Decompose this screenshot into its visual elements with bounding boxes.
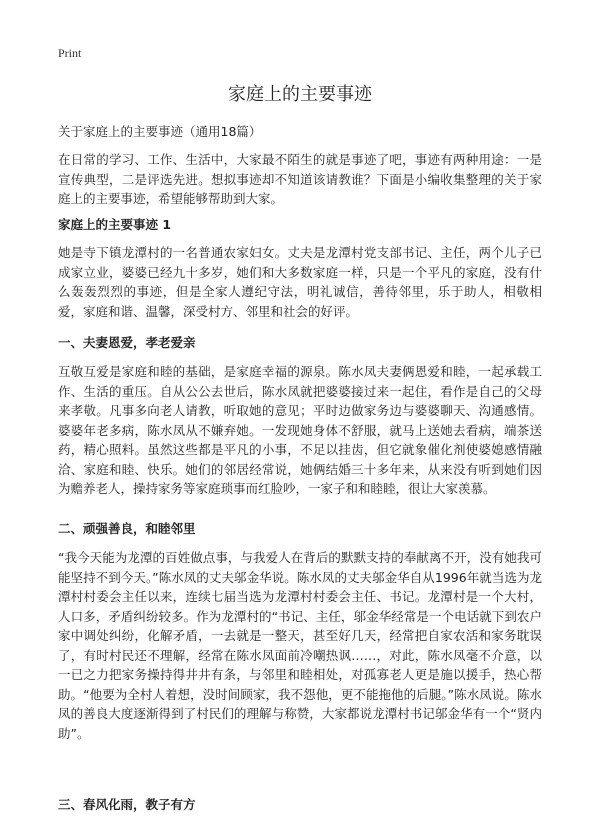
print-link[interactable]: Print	[58, 46, 82, 60]
section-heading-1: 家庭上的主要事迹 1	[58, 217, 172, 232]
section-body-1: 她是寺下镇龙潭村的一名普通农家妇女。丈夫是龙潭村党支部书记、主任，两个儿子已成家立业，婆婆已经九十多岁，她们和大多数家庭一样，只是一个平凡的家庭，没有什么轰轰烈烈的事迹，但是全家人遵纪守法，明礼诚信，善待邻里，乐于助人，相敬相爱，家庭和谐、温馨，深受村方、邻里和社会的好评。	[58, 245, 542, 319]
document-subtitle: 关于家庭上的主要事迹（通用18篇）	[58, 124, 262, 139]
section-body-2: 互敬互爱是家庭和睦的基础，是家庭幸福的源泉。陈水凤夫妻俩恩爱和睦，一起承载工作、生活的重压。自从公公去世后，陈水凤就把婆婆接过来一起住，看作是自己的父母来孝敬。凡事多向老人请教，听取她的意见；平时边做家务边与婆婆聊天、沟通感情。婆婆年老多病，陈水凤从不嫌弃她。一发现她身体不舒服，就马上送她去看病，端茶送药，精心照料。虽然这些都是平凡的小事，不足以挂齿，但它就象催化剂使婆媳感情融洽、家庭和睦、快乐。她们的邻居经常说，她俩结婚三十多年来，从来没有听到她们因为赡养老人，操持家务等家庭琐事而红脸吵，一家子和和睦睦，很让大家羡慕。	[58, 364, 542, 496]
page-title: 家庭上的主要事迹	[228, 84, 372, 105]
intro-paragraph: 在日常的学习、工作、生活中，大家最不陌生的就是事迹了吧，事迹有两种用途：一是宣传典型，二是评选先进。想拟事迹却不知道该请教谁？下面是小编收集整理的关于家庭上的主要事迹，希望能够帮助到大家。	[58, 152, 542, 206]
section-heading-3: 二、顽强善良，和睦邻里	[58, 521, 196, 536]
section-body-3: “我今天能为龙潭的百姓做点事，与我爱人在背后的默默支持的奉献离不开，没有她我可能坚持不到今天。”陈水凤的丈夫邬金华说。陈水凤的丈夫邬金华自从1996年就当选为龙潭村村委会主任以来，连续七届当选为龙潭村村委会主任、书记。龙潭村是一个大村，人口多，矛盾纠纷较多。作为龙潭村的“书记、主任，邬金华经常是一个电话就下到农户家中调处纠纷，化解矛盾，一去就是一整天，甚至好几天，经常把自家农活和家务耽误了，有时村民还不理解，经常在陈水凤面前冷嘲热讽……，对此，陈水凤毫不介意，以一已之力把家务操持得井井有条，与邻里和睦相处，对孤寡老人更是施以援手，热心帮助。“他要为全村人着想，没时间顾家，我不怨他，更不能拖他的后腿。”陈水凤说。陈水凤的善良大度逐渐得到了村民们的理解与称赞，大家都说龙潭村书记邬金华有一个“贤内助”。	[58, 550, 542, 741]
section-heading-2: 一、夫妻恩爱，孝老爱亲	[58, 335, 196, 350]
section-heading-4: 三、春风化雨，教子有方	[58, 797, 196, 812]
